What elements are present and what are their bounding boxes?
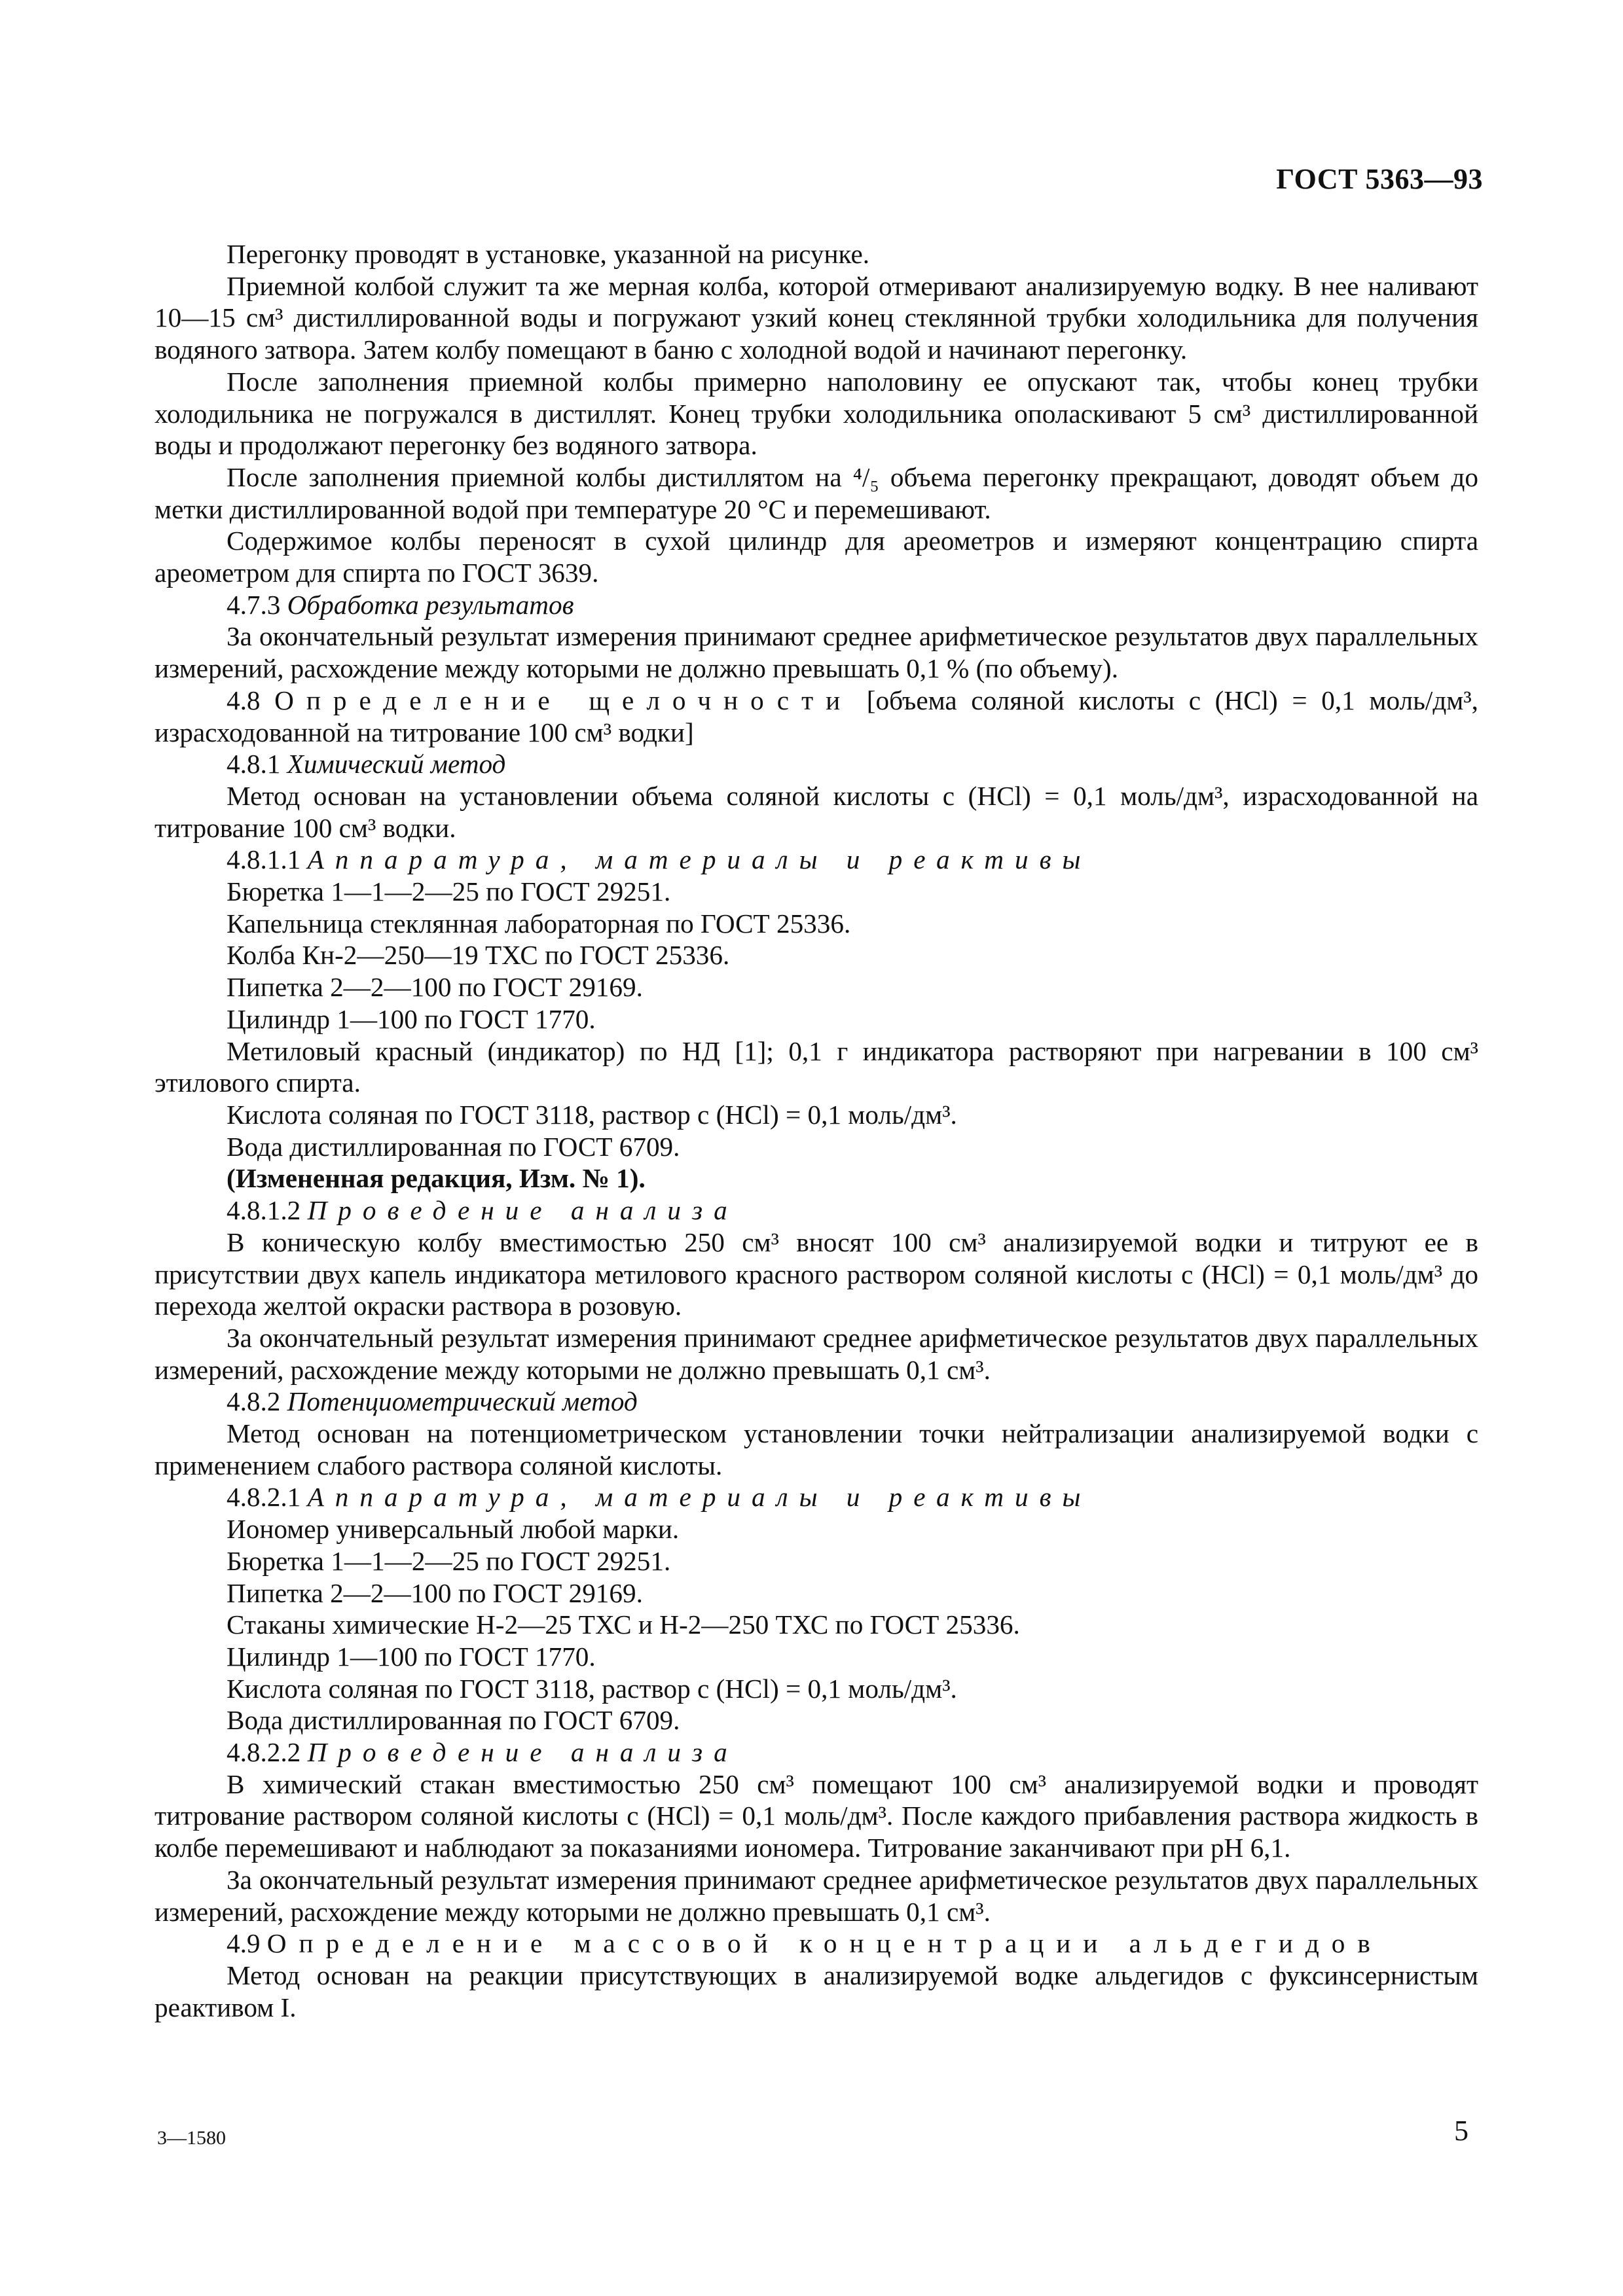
list-item: Вода дистиллированная по ГОСТ 6709. xyxy=(227,1705,680,1736)
print-order-number: 3—1580 xyxy=(157,2127,226,2149)
list-item: Вода дистиллированная по ГОСТ 6709. xyxy=(227,1131,680,1162)
list-item: Иономер универсальный любой марки. xyxy=(227,1514,680,1545)
list-item: Бюретка 1—1—2—25 по ГОСТ 29251. xyxy=(227,876,671,907)
paragraph: Метод основан на реакции присутствующих в анализируемой водке альдегидов с фуксинсернистым реактивом I. xyxy=(155,1960,1478,2022)
section-title: Потенциометрический метод xyxy=(287,1386,638,1417)
list-item: Стаканы химические Н-2—25 ТХС и Н-2—250 ТХС по ГОСТ 25336. xyxy=(227,1609,1020,1640)
section-title: Химический метод xyxy=(287,749,506,780)
section-number: 4.8.2 xyxy=(227,1386,287,1417)
list-item: Кислота соляная по ГОСТ 3118, раствор c (HCl) = 0,1 моль/дм³. xyxy=(227,1099,957,1130)
list-item: Бюретка 1—1—2—25 по ГОСТ 29251. xyxy=(227,1545,671,1576)
paragraph: В коническую колбу вместимостью 250 см³ вносят 100 см³ анализируемой водки и титруют ее в присутствии двух капель индикатора метилового красного раствором соляной кислоты c (HCl) = 0,1 моль/дм³ до перехода желтой окраски раствора в розовую. xyxy=(155,1227,1478,1321)
section-heading-4-8-2-2 xyxy=(155,1736,1478,1768)
section-heading-4-8-2-1 xyxy=(155,1481,1478,1513)
page-number: 5 xyxy=(1454,2115,1468,2147)
paragraph: После заполнения приемной колбы дистиллятом на ⁴/₅ объема перегонку прекращают, доводят объем до метки дистиллированной водой при температуре 20 °С и перемешивают. xyxy=(155,461,1478,524)
section-title: Проведение анализа xyxy=(307,1195,739,1226)
list-item: Цилиндр 1—100 по ГОСТ 1770. xyxy=(227,1003,596,1034)
section-heading-4-8-2 xyxy=(155,1386,1478,1418)
section-heading-4-9 xyxy=(155,1928,1478,1960)
section-number: 4.8 xyxy=(227,685,275,715)
document-body xyxy=(155,238,1478,2023)
paragraph: Метод основан на установлении объема соляной кислоты c (HCl) = 0,1 моль/дм³, израсходованной на титрование 100 см³ водки. xyxy=(155,780,1478,843)
paragraph: За окончательный результат измерения принимают среднее арифметическое результатов двух параллельных измерений, расхождение между которыми не должно превышать 0,1 % (по объему). xyxy=(155,621,1478,684)
list-item: Капельница стеклянная лабораторная по ГОСТ 25336. xyxy=(227,908,851,939)
section-subtitle: [объема соляной кислоты c (HCl) = 0,1 моль/дм³, израсходованной на титрование 100 см³ водки] xyxy=(155,685,1478,747)
section-title: Аппаратура, материалы и реактивы xyxy=(307,1482,1092,1513)
list-item: Пипетка 2—2—100 по ГОСТ 29169. xyxy=(227,1577,643,1608)
paragraph: Приемной колбой служит та же мерная колба, которой отмеривают анализируемую водку. В нее наливают 10—15 см³ дистиллированной воды и погружают узкий конец стеклянной трубки холодильника для получения водяного затвора. Затем колбу помещают в баню с холодной водой и начинают перегонку. xyxy=(155,270,1478,365)
list-item: Пипетка 2—2—100 по ГОСТ 29169. xyxy=(227,972,643,1003)
section-heading-4-7-3 xyxy=(155,589,1478,621)
section-title: Аппаратура, материалы и реактивы xyxy=(307,844,1092,875)
paragraph: После заполнения приемной колбы примерно наполовину ее опускают так, чтобы конец трубки холодильника не погружался в дистиллят. Конец трубки холодильника ополаскивают 5 см³ дистиллированной воды и продолжают перегонку без водяного затвора. xyxy=(155,366,1478,461)
section-title: Определение щелочности xyxy=(274,685,853,715)
section-title: Проведение анализа xyxy=(307,1737,739,1768)
list-item: Цилиндр 1—100 по ГОСТ 1770. xyxy=(227,1641,596,1672)
section-heading-4-8-1 xyxy=(155,748,1478,780)
section-number: 4.8.1.2 xyxy=(227,1195,308,1226)
section-heading-4-8 xyxy=(155,685,1478,748)
paragraph: Содержимое колбы переносят в сухой цилиндр для ареометров и измеряют концентрацию спирта ареометром для спирта по ГОСТ 3639. xyxy=(155,526,1478,588)
section-title: Определение массовой концентрации альдегидов xyxy=(266,1928,1383,1959)
section-number: 4.7.3 xyxy=(227,589,287,620)
section-number: 4.9 xyxy=(227,1928,267,1959)
section-title: Обработка результатов xyxy=(287,589,574,620)
section-number: 4.8.1 xyxy=(227,749,287,780)
paragraph: За окончательный результат измерения принимают среднее арифметическое результатов двух параллельных измерений, расхождение между которыми не должно превышать 0,1 см³. xyxy=(155,1322,1478,1385)
standard-code-header: ГОСТ 5363—93 xyxy=(1276,163,1483,195)
paragraph: Метиловый красный (индикатор) по НД [1]; 0,1 г индикатора растворяют при нагревании в 100 см³ этилового спирта. xyxy=(155,1035,1478,1098)
section-heading-4-8-1-1 xyxy=(155,844,1478,876)
section-number: 4.8.2.1 xyxy=(227,1482,308,1513)
list-item: Кислота соляная по ГОСТ 3118, раствор c (HCl) = 0,1 моль/дм³. xyxy=(227,1673,957,1704)
list-item: Колба Кн-2—250—19 ТХС по ГОСТ 25336. xyxy=(227,940,730,971)
paragraph: Метод основан на потенциометрическом установлении точки нейтрализации анализируемой водки с применением слабого раствора соляной кислоты. xyxy=(155,1418,1478,1480)
amendment-note: (Измененная редакция, Изм. № 1). xyxy=(227,1163,646,1194)
paragraph: В химический стакан вместимостью 250 см³ помещают 100 см³ анализируемой водки и проводят титрование раствором соляной кислоты c (HCl) = 0,1 моль/дм³. После каждого прибавления раствора жидкость в колбе перемешивают и наблюдают за показаниями иономера. Титрование заканчивают при pH 6,1. xyxy=(155,1768,1478,1863)
paragraph: За окончательный результат измерения принимают среднее арифметическое результатов двух параллельных измерений, расхождение между которыми не должно превышать 0,1 см³. xyxy=(155,1864,1478,1927)
paragraph: Перегонку проводят в установке, указанной на рисунке. xyxy=(227,239,870,269)
section-number: 4.8.2.2 xyxy=(227,1737,308,1768)
section-heading-4-8-1-2 xyxy=(155,1194,1478,1227)
section-number: 4.8.1.1 xyxy=(227,844,308,875)
